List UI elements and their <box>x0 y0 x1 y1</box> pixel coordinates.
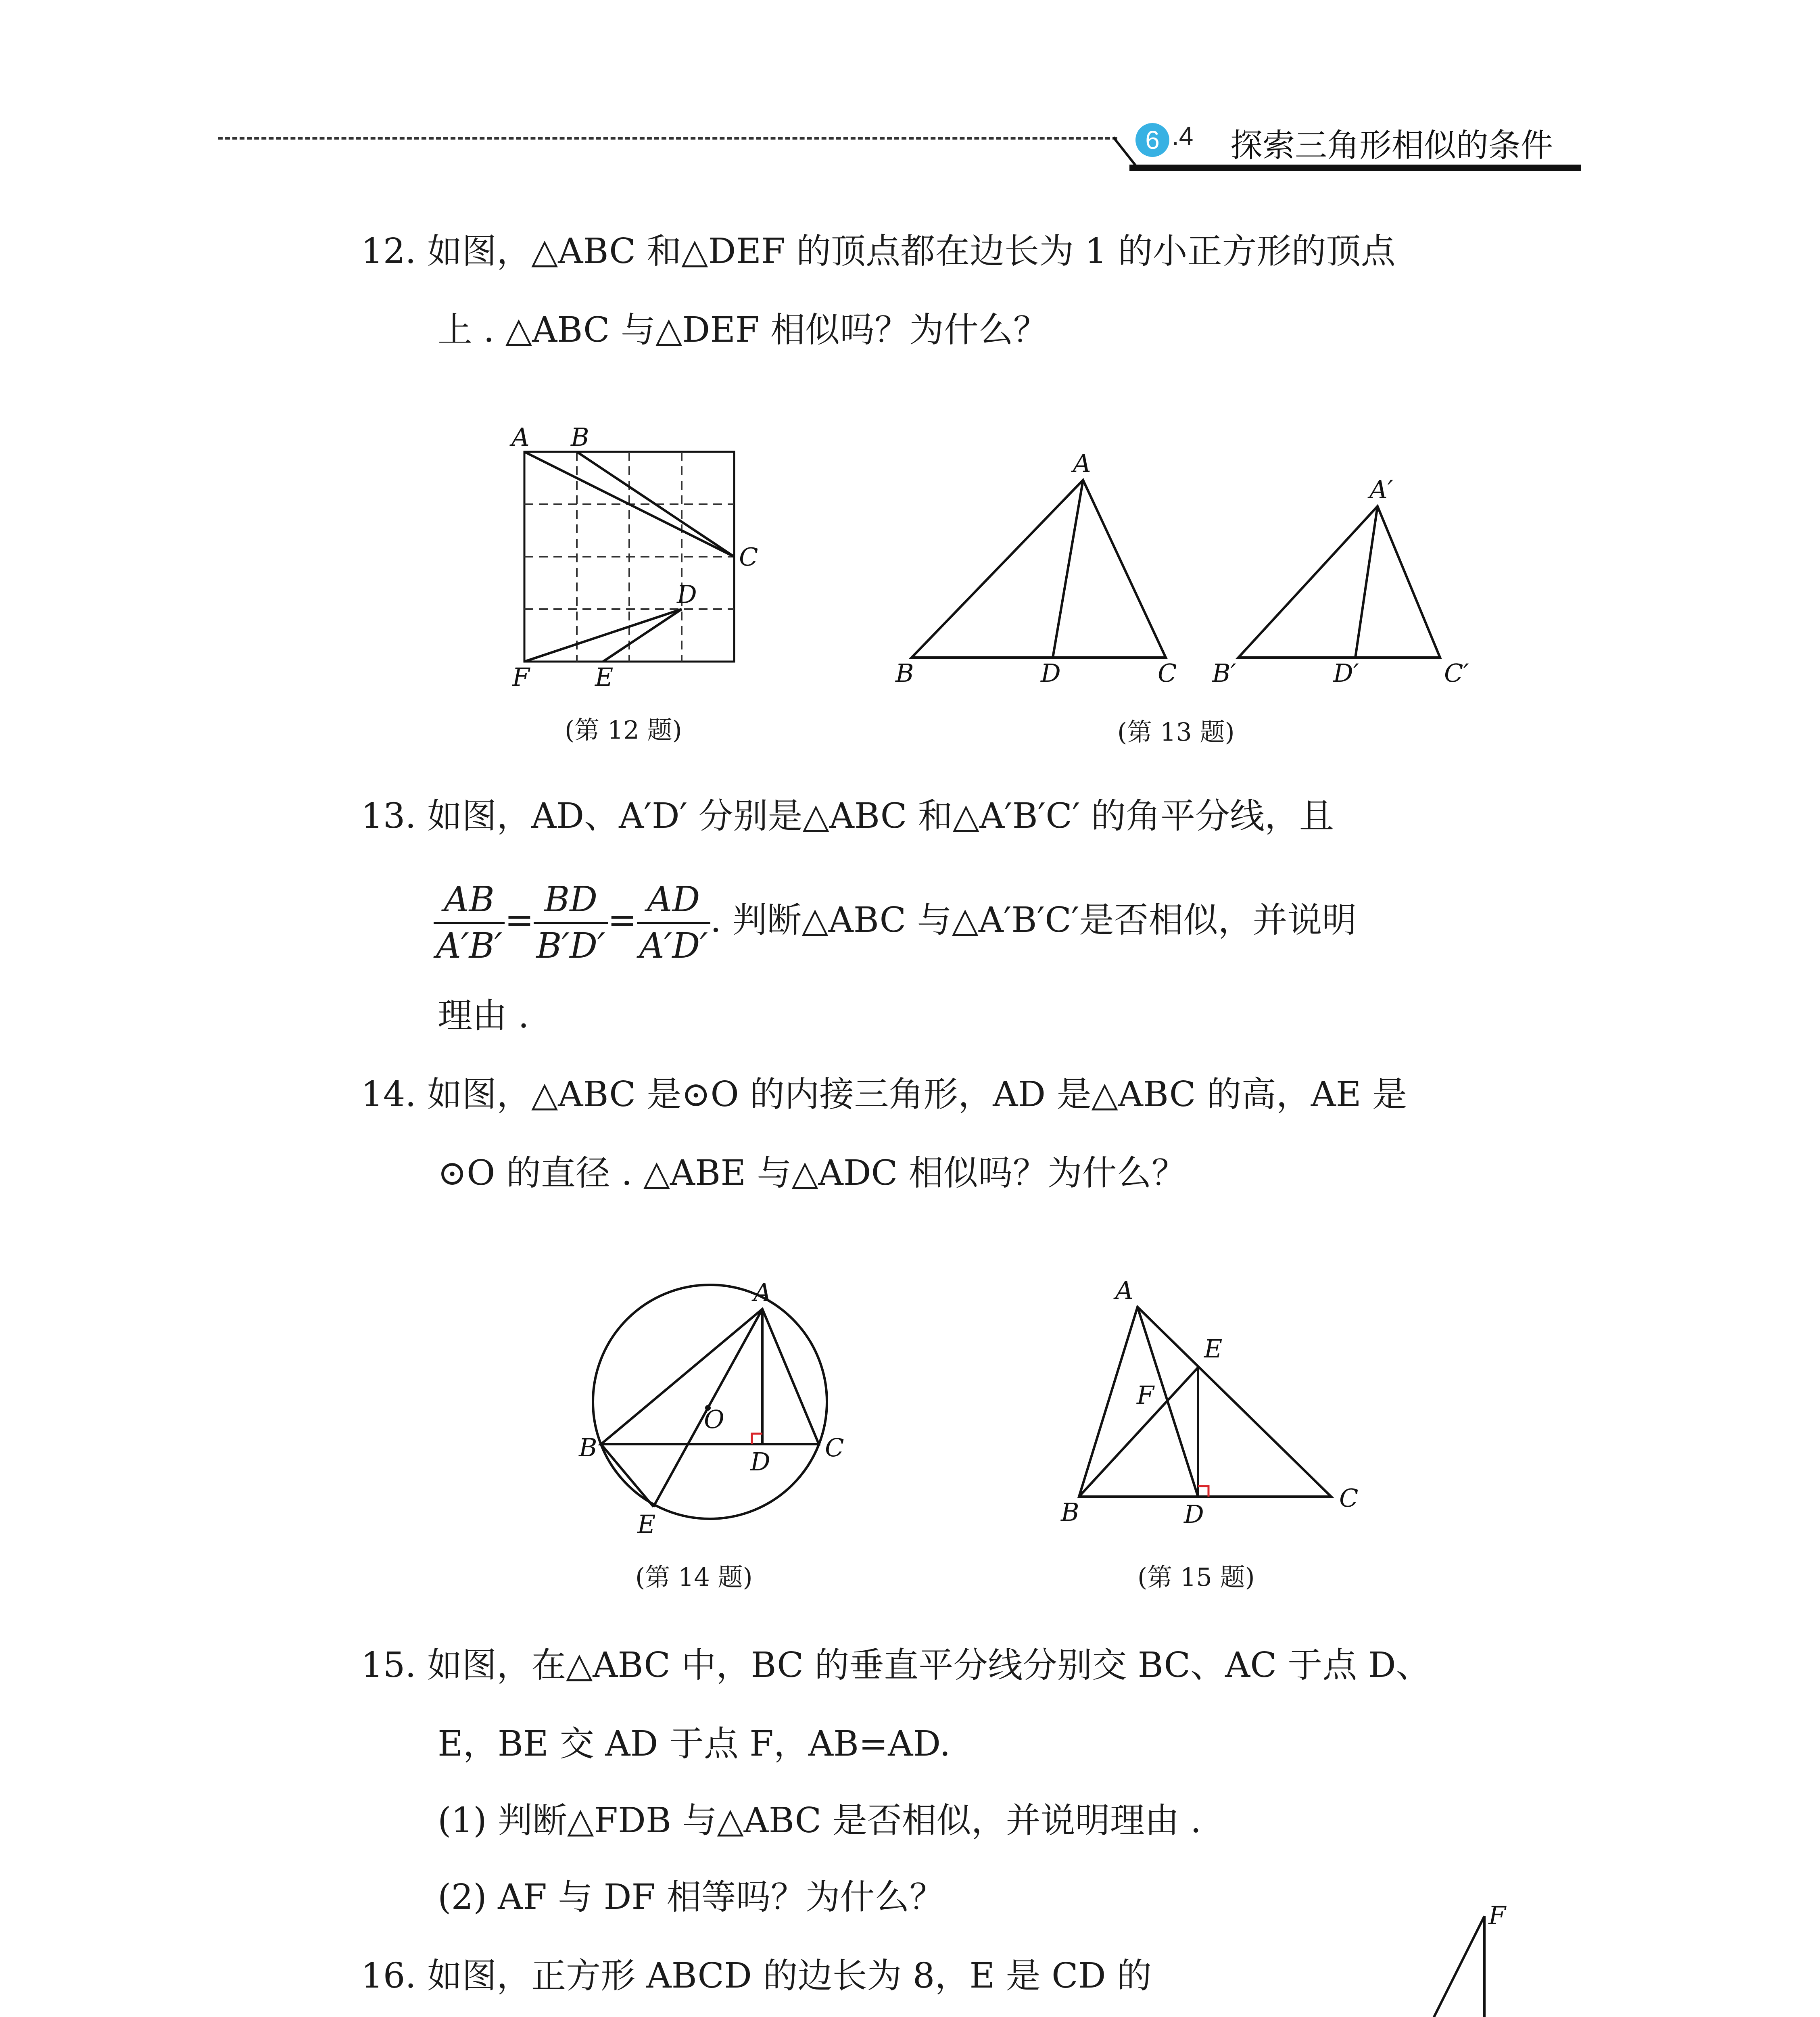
problem-13 <box>361 797 1334 835</box>
caption-fig15: (第 15 题) <box>1138 1562 1255 1592</box>
label-E: E <box>1204 1334 1223 1363</box>
label-D: D <box>677 580 697 609</box>
label-F: F <box>512 662 530 692</box>
caption-fig14: (第 14 题) <box>635 1562 753 1592</box>
figure-14 <box>561 1271 867 1553</box>
problem-15 <box>361 1646 1431 1685</box>
problem-15-sub2: (2) AF 与 DF 相等吗？为什么？ <box>438 1877 944 1917</box>
right-angle-mark <box>752 1434 762 1444</box>
label-C-prime: C′ <box>1444 658 1469 688</box>
label-C: C <box>825 1433 844 1462</box>
figure-15 <box>1049 1271 1388 1529</box>
label-D-prime: D′ <box>1333 658 1359 688</box>
label-B: B <box>579 1433 597 1462</box>
fraction-ab <box>434 877 505 968</box>
label-C: C <box>1158 658 1177 688</box>
label-A: A <box>511 422 530 452</box>
problem-16 <box>361 1956 1152 1995</box>
label-B-prime: B′ <box>1212 658 1236 688</box>
caption-fig13: (第 13 题) <box>1117 717 1235 747</box>
problem-15-line2: E，BE 交 AD 于点 F，AB=AD. <box>438 1724 951 1764</box>
problem-14 <box>361 1075 1407 1114</box>
label-A: A <box>1115 1276 1133 1305</box>
problem-12 <box>361 232 1396 271</box>
figure-13 <box>887 444 1492 694</box>
label-D: D <box>1041 658 1061 688</box>
label-A-prime: A′ <box>1369 475 1393 504</box>
equals-sign: = <box>505 900 534 940</box>
label-B: B <box>571 422 589 452</box>
right-angle-mark <box>1198 1486 1208 1497</box>
fraction-numerator: AD <box>637 877 710 924</box>
label-A: A <box>753 1278 772 1307</box>
label-C: C <box>1339 1483 1359 1513</box>
equals-sign: = <box>607 900 637 940</box>
header-dashed-rule <box>218 137 1117 140</box>
problem-number: 14. <box>361 1074 416 1115</box>
fraction-denominator: A′D′ <box>639 926 708 966</box>
chapter-badge: 6 <box>1135 123 1169 157</box>
label-C: C <box>739 542 758 572</box>
fraction-bd <box>534 877 607 968</box>
problem-13-line2 <box>434 877 1357 968</box>
problem-13-line3: 理由 . <box>438 996 529 1036</box>
problem-number: 12. <box>361 231 416 271</box>
problem-text-line: . 判断△ABC 与△A′B′C′是否相似，并说明 <box>710 900 1357 940</box>
problem-text-line: 如图，△ABC 和△DEF 的顶点都在边长为 1 的小正方形的顶点 <box>427 231 1396 271</box>
fraction-numerator: BD <box>534 877 607 924</box>
problem-number: 13. <box>361 796 416 836</box>
fraction-numerator: AB <box>434 877 505 924</box>
problem-text-line: 如图，在△ABC 中，BC 的垂直平分线分别交 BC、AC 于点 D、 <box>427 1645 1431 1685</box>
label-E: E <box>595 662 614 692</box>
fraction-denominator: A′B′ <box>436 926 503 966</box>
problem-14-line2: ⊙O 的直径 . △ABE 与△ADC 相似吗？为什么？ <box>438 1153 1186 1193</box>
problem-text-line: 如图，△ABC 是⊙O 的内接三角形，AD 是△ABC 的高，AE 是 <box>427 1074 1407 1115</box>
problem-number: 16. <box>361 1956 416 1996</box>
label-A: A <box>1073 449 1091 478</box>
fraction-ad <box>637 877 710 968</box>
problem-text-line: 如图，正方形 ABCD 的边长为 8，E 是 CD 的 <box>427 1956 1152 1996</box>
label-E: E <box>637 1510 656 1539</box>
label-B: B <box>895 658 914 688</box>
label-F: F <box>1137 1380 1154 1410</box>
figure-16 <box>1311 1896 1537 2017</box>
caption-fig12: (第 12 题) <box>565 715 682 745</box>
fraction-denominator: B′D′ <box>536 926 605 966</box>
problem-number: 15. <box>361 1645 416 1685</box>
figure-12 <box>500 420 758 710</box>
problem-12-line2: 上 . △ABC 与△DEF 相似吗？为什么？ <box>438 310 1048 350</box>
section-number: .4 <box>1172 121 1194 150</box>
label-D: D <box>750 1447 770 1476</box>
label-B: B <box>1061 1497 1079 1527</box>
label-F: F <box>1488 1901 1506 1930</box>
label-O: O <box>704 1405 724 1434</box>
label-D: D <box>1184 1499 1204 1529</box>
problem-text-line: 如图，AD、A′D′ 分别是△ABC 和△A′B′C′ 的角平分线，且 <box>427 796 1334 836</box>
problem-15-sub1: (1) 判断△FDB 与△ABC 是否相似，并说明理由 . <box>438 1800 1202 1841</box>
section-title: 探索三角形相似的条件 <box>1230 127 1553 164</box>
